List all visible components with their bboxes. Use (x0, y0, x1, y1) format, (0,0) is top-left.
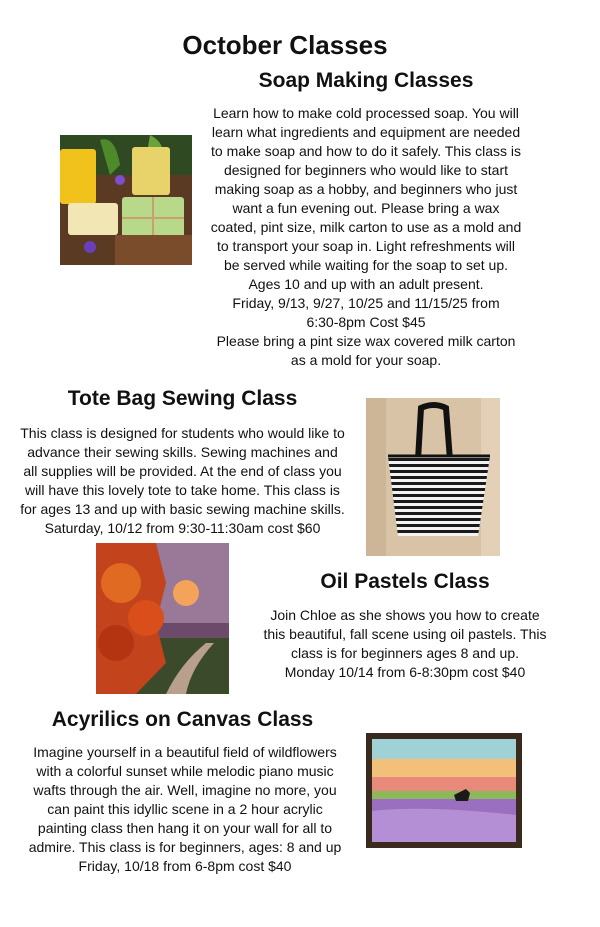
tote-text-line: advance their sewing skills. Sewing machines and (27, 444, 338, 460)
soap-text-line: to make soap and how to do it safely. This class is (211, 143, 521, 159)
tote-description (15, 424, 350, 538)
acrylics-heading: Acyrilics on Canvas Class (51, 708, 314, 731)
pastels-text-line: Join Chloe as she shows you how to create (270, 607, 540, 623)
soap-text-line: Ages 10 and up with an adult present. (248, 276, 484, 292)
fall-scene-painting (96, 543, 229, 694)
acrylics-text-line: wafts through the air. Well, imagine no more, you (33, 782, 337, 798)
acrylics-text-line: with a colorful sunset while melodic piano music (36, 763, 334, 779)
acrylics-text-line: Imagine yourself in a beautiful field of wildflowers (33, 744, 337, 760)
tote-text-line: Saturday, 10/12 from 9:30-11:30am cost $60 (44, 520, 321, 536)
soap-text-line: 6:30-8pm Cost $45 (306, 314, 426, 330)
pastels-text-line: Monday 10/14 from 6-8:30pm cost $40 (284, 664, 526, 680)
tote-bag-photo (366, 398, 500, 556)
acrylics-text-line: can paint this idyllic scene in a 2 hour acrylic (47, 801, 323, 817)
tote-text-line: will have this lovely tote to take home. This class is (25, 482, 340, 498)
acrylics-text-line: painting class then hang it on your wall for all to (37, 820, 333, 836)
soap-text-line: learn what ingredients and equipment are needed (211, 124, 521, 140)
acrylics-text-line: Friday, 10/18 from 6-8pm cost $40 (78, 858, 292, 874)
pastels-text-line: class is for beginners ages 8 and up. (290, 645, 520, 661)
soap-text-line: be served while waiting for the soap to set up. (223, 257, 509, 273)
soap-text-line: to transport your soap in. Light refreshments will (216, 238, 516, 254)
soap-text-line: designed for beginners who would like to start (223, 162, 509, 178)
soap-description (210, 104, 522, 370)
soap-text-line: Please bring a pint size wax covered milk carton (216, 333, 516, 349)
page-title: October Classes (182, 30, 388, 60)
soap-text-line: Learn how to make cold processed soap. You will (213, 105, 519, 121)
acrylics-text-line: admire. This class is for beginners, ages: 8 and up (28, 839, 342, 855)
pastels-description (255, 606, 555, 682)
soap-text-line: want a fun evening out. Please bring a wax (232, 200, 500, 216)
tote-heading: Tote Bag Sewing Class (67, 387, 298, 410)
acrylics-description (20, 743, 350, 876)
pastels-heading: Oil Pastels Class (320, 570, 490, 593)
pastels-text-line: this beautiful, fall scene using oil pastels. This (263, 626, 547, 642)
tote-text-line: all supplies will be provided. At the end of class you (23, 463, 342, 479)
soap-text-line: making soap as a hobby, and beginners who just (214, 181, 518, 197)
soap-bars-photo (60, 135, 192, 265)
soap-text-line: coated, pint size, milk carton to use as a mold and (210, 219, 522, 235)
soap-text-line: as a mold for your soap. (290, 352, 442, 368)
soap-text-line: Friday, 9/13, 9/27, 10/25 and 11/15/25 from (232, 295, 500, 311)
wildflower-piano-painting (366, 733, 522, 848)
soap-heading: Soap Making Classes (258, 69, 474, 92)
tote-text-line: This class is designed for students who would like to (20, 425, 345, 441)
tote-text-line: for ages 13 and up with basic sewing machine skills. (20, 501, 345, 517)
